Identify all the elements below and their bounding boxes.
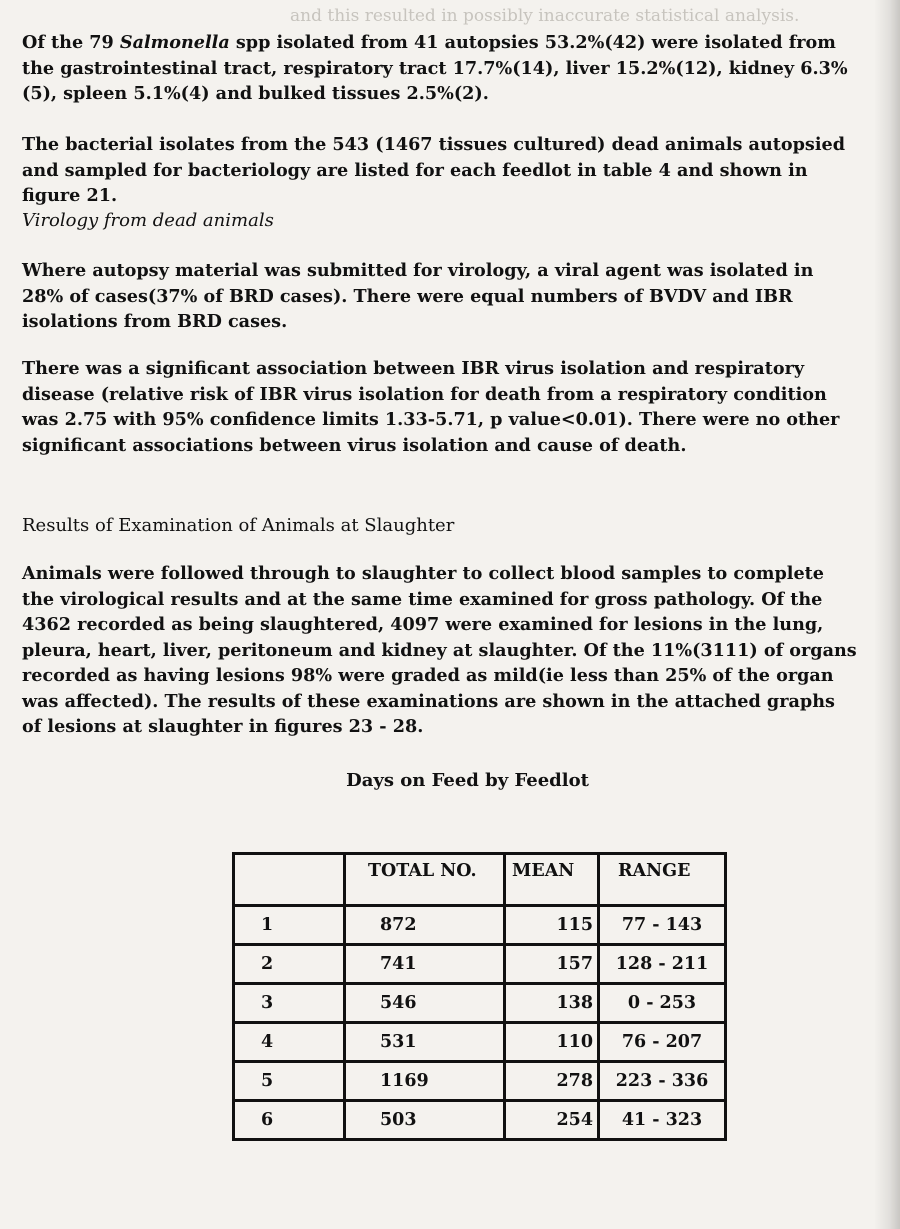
table-header-cell <box>234 854 345 906</box>
mean-cell: 254 <box>505 1101 599 1140</box>
total-cell: 503 <box>345 1101 505 1140</box>
feedlot-cell: 4 <box>234 1023 345 1062</box>
feedlot-cell: 2 <box>234 945 345 984</box>
feedlot-cell: 1 <box>234 906 345 945</box>
table-header-row <box>234 854 726 906</box>
paragraph-bacterial-isolates: The bacterial isolates from the 543 (1467 tissues cultured) dead animals autopsied and sampled for bacteriology are listed for each feedlot in table 4 and shown in figure 21. <box>22 134 845 206</box>
section-heading-virology: Virology from dead animals <box>22 210 274 231</box>
table-row <box>234 945 726 984</box>
range-cell: 0 - 253 <box>599 984 726 1023</box>
paragraph-virology: Where autopsy material was submitted for virology, a viral agent was isolated in 28% of cases(37% of BRD cases). There were equal numbers of BVDV and IBR isolations from BRD cases. <box>22 260 814 332</box>
range-cell: 223 - 336 <box>599 1062 726 1101</box>
total-cell: 531 <box>345 1023 505 1062</box>
total-cell: 872 <box>345 906 505 945</box>
range-cell: 128 - 211 <box>599 945 726 984</box>
paragraph-salmonella <box>22 30 858 107</box>
feedlot-cell: 6 <box>234 1101 345 1140</box>
total-cell: 1169 <box>345 1062 505 1101</box>
paragraph-ibr-association: There was a significant association between IBR virus isolation and respiratory disease (relative risk of IBR virus isolation for death from a respiratory condition was 2.75 with 95% confidence limits 1.33-5.71, p value<0.01). There were no other significant associations between virus isolation and cause of death. <box>22 358 840 456</box>
table-row <box>234 1101 726 1140</box>
feedlot-cell: 5 <box>234 1062 345 1101</box>
paragraph-text: Of the 79 <box>22 32 120 53</box>
days-on-feed-table <box>232 852 727 1141</box>
table-header-cell: RANGE <box>599 854 726 906</box>
page-edge-shadow <box>874 0 900 1229</box>
feedlot-cell: 3 <box>234 984 345 1023</box>
section-heading-slaughter: Results of Examination of Animals at Slaughter <box>22 515 455 536</box>
table-row <box>234 984 726 1023</box>
range-cell: 41 - 323 <box>599 1101 726 1140</box>
paragraph-italic-term: Salmonella <box>119 32 230 53</box>
table-row <box>234 906 726 945</box>
mean-cell: 157 <box>505 945 599 984</box>
table-row <box>234 1023 726 1062</box>
header-fragment: and this resulted in possibly inaccurate statistical analysis. <box>290 6 800 26</box>
table-header-cell: MEAN <box>505 854 599 906</box>
mean-cell: 110 <box>505 1023 599 1062</box>
total-cell: 546 <box>345 984 505 1023</box>
range-cell: 76 - 207 <box>599 1023 726 1062</box>
paragraph-slaughter: Animals were followed through to slaughter to collect blood samples to complete the virological results and at the same time examined for gross pathology. Of the 4362 recorded as being slaughtered, 4097 were examined for lesions in the lung, pleura, heart, liver, peritoneum and kidney at slaughter. Of the 11%(3111) of organs recorded as having lesions 98% were graded as mild(ie less than 25% of the organ was affected). The results of these examinations are shown in the attached graphs of lesions at slaughter in figures 23 - 28. <box>22 563 857 737</box>
mean-cell: 138 <box>505 984 599 1023</box>
mean-cell: 115 <box>505 906 599 945</box>
total-cell: 741 <box>345 945 505 984</box>
table-header-cell: TOTAL NO. <box>345 854 505 906</box>
table-title: Days on Feed by Feedlot <box>346 770 589 791</box>
range-cell: 77 - 143 <box>599 906 726 945</box>
mean-cell: 278 <box>505 1062 599 1101</box>
paragraph-text: spp isolated from 41 autopsies 53.2%(42) were isolated from the gastrointestinal tract, respiratory tract 17.7%(14), liver 15.2%(12), kidney 6.3%(5), spleen 5.1%(4) and bulked tissues 2.5%(2). <box>22 32 848 104</box>
table-row <box>234 1062 726 1101</box>
